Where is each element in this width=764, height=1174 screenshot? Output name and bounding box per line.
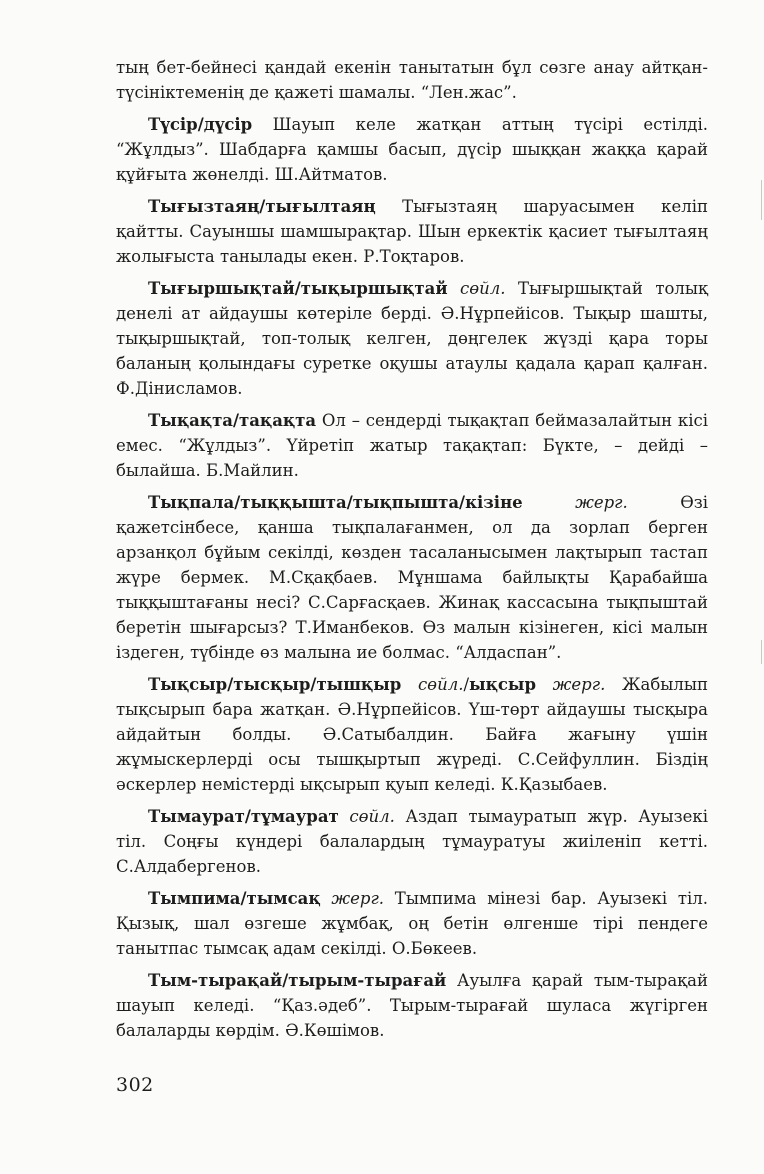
headword: Тығыршықтай/тықыршықтай (148, 279, 448, 298)
usage-label: жерг. (552, 675, 606, 694)
headword: ықсыр (469, 675, 537, 694)
dictionary-entry (116, 112, 708, 187)
headword: Тымаурат/тұмаурат (148, 807, 339, 826)
usage-label: сөйл. (349, 807, 395, 826)
headword: Тықақта/тақақта (148, 411, 317, 430)
headword: Тымпима/тымсақ (148, 889, 321, 908)
headword: Түсір/дүсір (148, 115, 253, 134)
text-run (339, 807, 350, 826)
text-run: Аздап тымауратып жүр. Ауызекі тіл. Соңғы күндері балалардың тұмауратуы жиіленіп кетті. С.Алдабергенов. (116, 807, 709, 876)
text-run: / (463, 675, 470, 694)
usage-label: сөйл. (460, 279, 506, 298)
margin-scan-mark (761, 640, 762, 664)
text-run: Өзі қажетсінбесе, қанша тықпалағанмен, ол да зорлап берген арзанқол бұйым секілді, көзден тасаланысымен лақтырып тастап жүре бермек. М.Сқақбаев. Мұншама байлықты Қарабайша тыққыштағаны несі? С.Сарғасқаев. Жинақ кассасына тықпыштай беретін шығарсыз? Т.Иманбеков. Өз малын кізінеген, кісі малын іздеген, түбінде өз малына ие болмас. “Алдаспан”. (116, 493, 708, 662)
page-number: 302 (116, 1074, 154, 1096)
dictionary-text (116, 55, 708, 1050)
text-run: Ауылға қарай тым-тырақай шауып келеді. “Қаз.әдеб”. Тырым-тырағай шуласа жүгірген балаларды көрдім. Ә.Көшімов. (116, 971, 708, 1040)
text-run (448, 279, 460, 298)
dictionary-entry (116, 804, 708, 879)
dictionary-entry (116, 276, 708, 401)
margin-scan-mark (761, 180, 762, 220)
text-run (321, 889, 332, 908)
text-run: Жабылып тықсырып бара жатқан. Ә.Нұрпейісов. Үш-төрт айдаушы тысқыра айдайтын болды. Ә.Сатыбалдин. Байға жағыну үшін жұмыскерлерді осы тышқыртып жүреді. С.Сейфуллин. Біздің әскерлер немістерді ықсырып қуып келеді. К.Қазыбаев. (116, 675, 709, 794)
dictionary-entry (116, 968, 708, 1043)
text-run: Тығыршықтай толық денелі ат айдаушы көтеріле берді. Ә.Нұрпейісов. Тықыр шашты, тықыршықтай, топ-толық келген, дөңгелек жүзді қара торы баланың қолындағы суретке оқушы атаулы қадала қарап қалған. Ф.Дінисламов. (116, 279, 708, 398)
usage-label: жерг. (575, 493, 628, 512)
headword: Тым-тырақай/тырым-тырағай (148, 971, 447, 990)
headword: Тықсыр/тысқыр/тышқыр (148, 675, 402, 694)
usage-label: сөйл. (417, 675, 464, 694)
dictionary-entry (116, 408, 708, 483)
text-run (523, 493, 575, 512)
dictionary-entry (116, 672, 708, 797)
paragraph (116, 55, 708, 105)
text-run (536, 675, 553, 694)
text-run: тың бет-бейнесі қандай екенін танытатын бұл сөзге анау айтқан-түсініктеменің де қажеті шамалы. “Лен.жас”. (116, 58, 708, 102)
headword: Тықпала/тыққышта/тықпышта/кізіне (148, 493, 523, 512)
text-run: Ол – сендерді тықақтап беймазалайтын кісі емес. “Жұлдыз”. Үйретіп жатыр тақақтап: Бүкте, – дейді – былайша. Б.Майлин. (116, 411, 708, 480)
text-run (401, 675, 418, 694)
text-run: Тымпима мінезі бар. Ауызекі тіл. Қызық, шал өзгеше жұмбақ, оң бетін өлгенше тірі пендеге танытпас тымсақ адам секілді. О.Бөкеев. (116, 889, 708, 958)
text-run: Тығызтаяң шаруасымен келіп қайтты. Сауыншы шамшырақтар. Шын еркектік қасиет тығылтаяң жолығыста танылады екен. Р.Тоқтаров. (116, 197, 708, 266)
dictionary-entry (116, 194, 708, 269)
dictionary-entry (116, 886, 708, 961)
text-run: Шауып келе жатқан аттың түсірі естілді. “Жұлдыз”. Шабдарға қамшы басып, дүсір шыққан жаққа қарай құйғыта жөнелді. Ш.Айтматов. (116, 115, 708, 184)
headword: Тығызтаяң/тығылтаяң (148, 197, 376, 216)
usage-label: жерг. (331, 889, 385, 908)
dictionary-entry (116, 490, 708, 665)
